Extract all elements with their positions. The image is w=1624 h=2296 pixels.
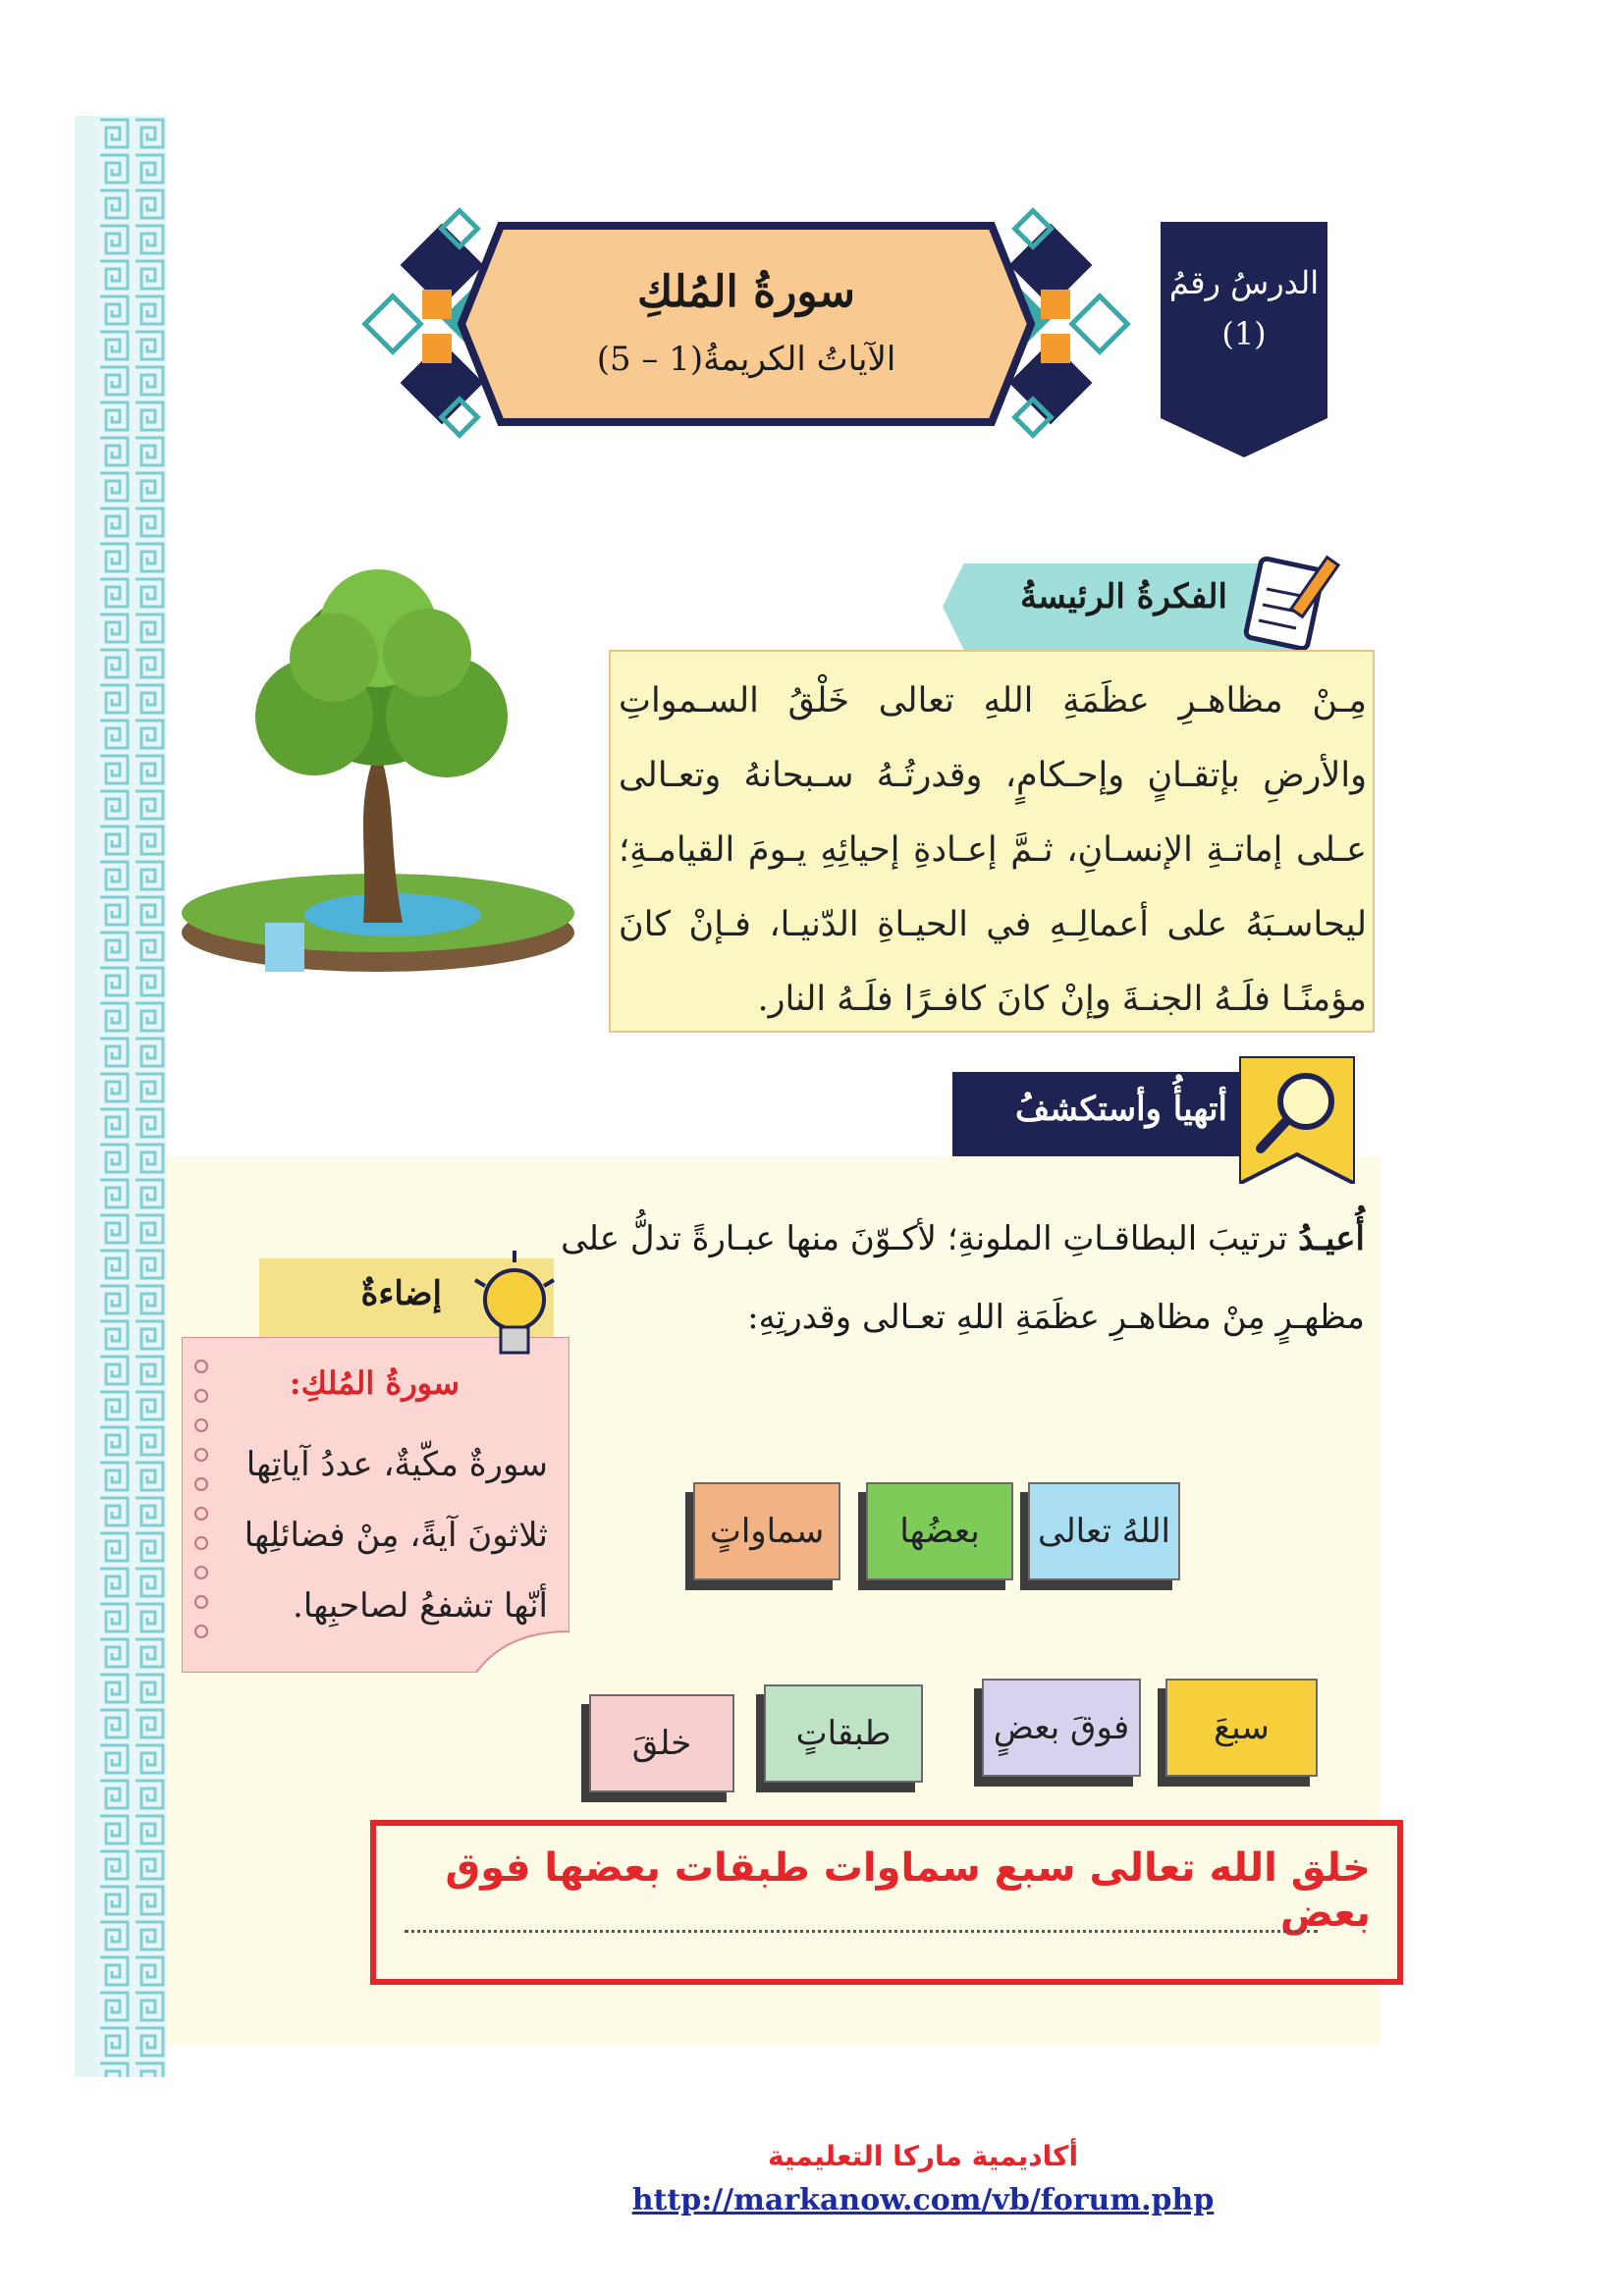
card-allah-taala[interactable]: اللهُ تعالى: [1028, 1482, 1180, 1580]
illumination-subheading: سورةُ المُلكِ:: [289, 1364, 460, 1402]
title-plaque: [461, 226, 1031, 422]
answer-text: خلق الله تعالى سبع سماوات طبقات بعضها فوق بعض: [445, 1845, 1371, 1936]
page-subtitle: الآياتُ الكريمةُ(1 – 5): [596, 340, 896, 379]
card-samawat[interactable]: سماواتٍ: [693, 1482, 840, 1580]
main-idea-heading: الفكرةُ الرئيسةُ: [1019, 577, 1227, 616]
card-khalaqa[interactable]: خلقَ: [589, 1694, 734, 1792]
lesson-number-label: [1161, 257, 1327, 359]
title-ornament-frame: [353, 196, 1139, 452]
left-border-strip: [75, 116, 96, 2077]
greek-key-border: [96, 116, 167, 2077]
card-fawqa-bad[interactable]: فوقَ بعضٍ: [982, 1679, 1141, 1777]
magnifying-glass-icon: [1239, 1056, 1355, 1184]
explore-heading: أتهيأُ وأستكشفُ: [1015, 1090, 1227, 1129]
main-idea-text: مِـنْ مظاهـرِ عظَمَةِ اللهِ تعالى خَلْقُ السـمواتِ والأرضِ بإتقـانٍ وإحـكامٍ، وقدرتُـهُ سـبحانهُ وتعـالى عـلى إماتـةِ الإنسـانِ، ثـمَّ إعـادةِ إحيائِهِ يـومَ القيامـةِ؛ ليحاسـبَهُ على أعمالِـهِ في الحيـاةِ الدّنيـا، فـإنْ كانَ مؤمنًـا فلَـهُ الجنـةَ وإنْ كانَ كافـرًا فلَـهُ النار.: [619, 681, 1367, 1019]
footer-organization: أكاديمية ماركا التعليمية: [767, 2140, 1079, 2172]
notepad-pencil-icon: [1239, 546, 1347, 654]
tree-island-illustration: [167, 550, 589, 991]
illumination-heading: إضاءةٌ: [360, 1274, 442, 1313]
illumination-body: سورةٌ مكّيةٌ، عددُ آياتِها ثلاثونَ آيةً، مِنْ فضائلِها أنّها تشفعُ لصاحبِها.: [244, 1445, 548, 1626]
footer-link[interactable]: http://markanow.com/vb/forum.php: [631, 2183, 1215, 2217]
card-tabaqat[interactable]: طبقاتٍ: [764, 1684, 923, 1783]
light-bulb-icon: [465, 1241, 564, 1378]
card-saba[interactable]: سبعَ: [1165, 1679, 1318, 1777]
explore-instruction: [550, 1200, 1365, 1357]
answer-dotted-line: [405, 1930, 1318, 1933]
instruction-verb: أُعيـدُ: [1298, 1219, 1365, 1258]
card-baduha[interactable]: بعضُها: [866, 1482, 1013, 1580]
instruction-text: ترتيبَ البطاقـاتِ الملونةِ؛ لأكـوّنَ منها عبـارةً تدلُّ على مظهـرٍ مِنْ مظاهـرِ عظَمَةِ اللهِ تعـالى وقدرتِهِ:: [561, 1219, 1365, 1337]
lesson-label: الدرسُ رقمُ: [1168, 264, 1320, 301]
page-title: سورةُ المُلكِ: [637, 267, 855, 317]
lesson-number: (1): [1221, 315, 1267, 352]
